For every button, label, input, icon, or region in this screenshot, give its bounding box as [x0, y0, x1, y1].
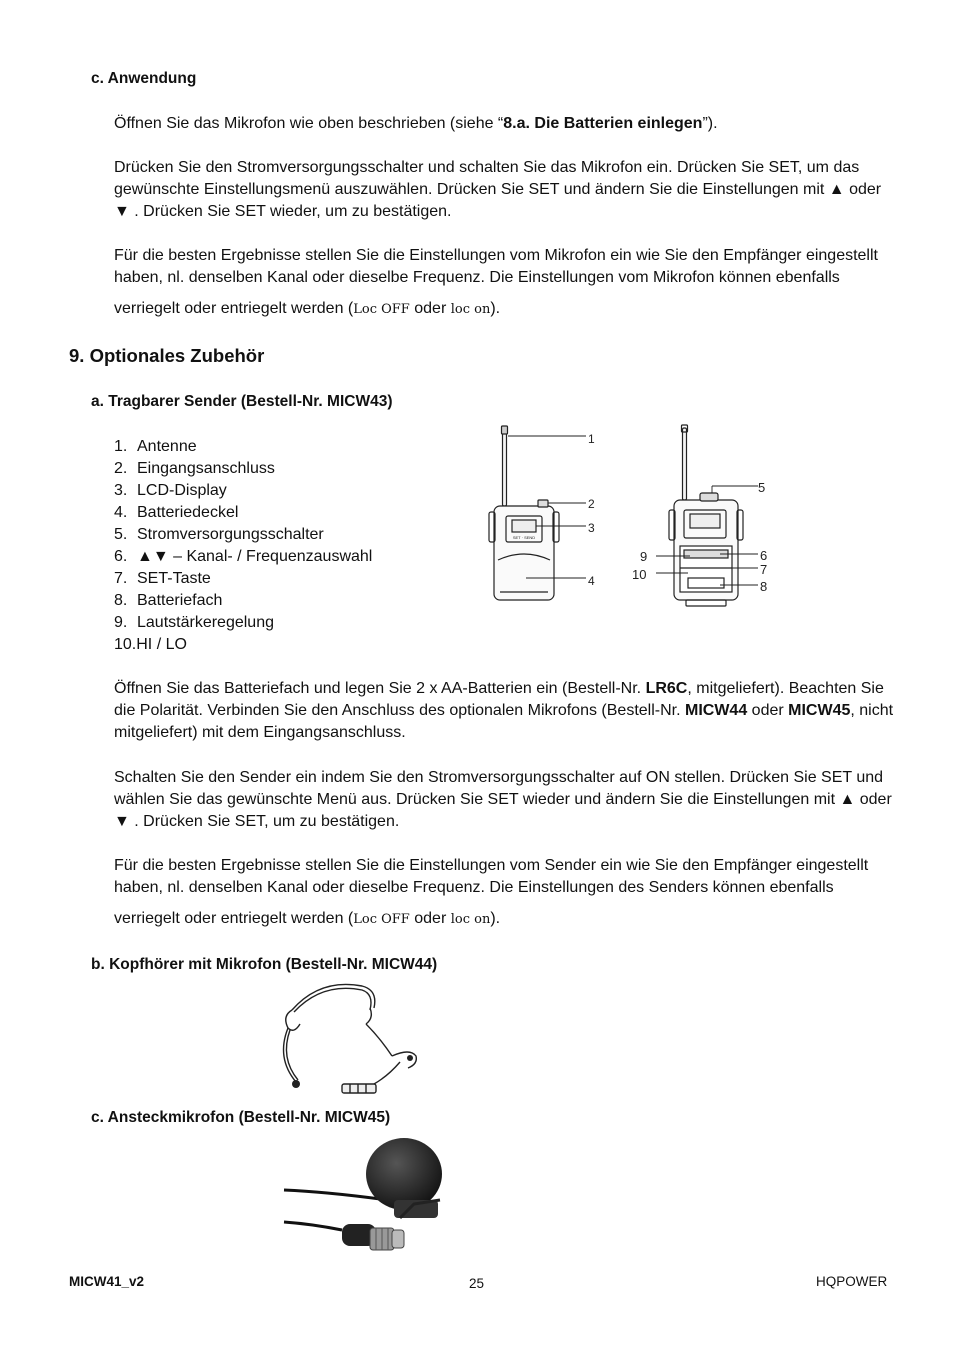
item-number: 2. — [114, 460, 128, 477]
item-number: 4. — [114, 504, 128, 521]
transmitter-open-illustration — [628, 420, 778, 610]
section-c-heading: c. Anwendung — [91, 70, 197, 87]
text: , nicht mitgeliefert) mit dem Eingangsanschluss. — [114, 702, 894, 741]
callout-5: 5 — [758, 480, 766, 495]
text: Öffnen Sie das Mikrofon wie oben beschrieben (siehe “ — [114, 115, 504, 132]
paragraph-power-on: Drücken Sie den Stromversorgungsschalter und schalten Sie das Mikrofon ein. Drücken Sie SET, um das gewünschte Einstellungsmenü auszuwählen. Drücken Sie SET und ändern Sie die Einstellungen mit ▲ oder ▼ . Drücken Sie SET wieder, um zu bestätigen. — [114, 159, 882, 220]
item-number: 7. — [114, 570, 128, 587]
item-number: 3. — [114, 482, 128, 499]
item-label: LCD-Display — [137, 482, 227, 499]
item-label: Eingangsanschluss — [137, 460, 275, 477]
transmitter-front-illustration — [486, 420, 606, 610]
item-label: ▲▼ – Kanal- / Frequenzauswahl — [137, 548, 373, 565]
callout-7: 7 — [760, 562, 768, 577]
order-number: LR6C — [645, 680, 688, 697]
list-item — [114, 590, 372, 612]
headset-microphone-illustration — [270, 978, 430, 1102]
item-label: Stromversorgungsschalter — [137, 526, 324, 543]
paragraph-settings-transmitter: Für die besten Ergebnisse stellen Sie die Einstellungen vom Sender ein wie Sie den Empfänger eingestellt haben, nl. denselben Kanal oder dieselbe Frequenz. Die Einstellungen des Senders können ebenfalls — [114, 857, 869, 896]
paragraph-battery — [114, 678, 894, 744]
order-number: MICW44 — [684, 702, 748, 719]
paragraph-settings-mic-lock — [114, 298, 500, 321]
callout-9: 9 — [640, 549, 648, 564]
list-item — [114, 458, 372, 480]
lcd-text-loc-on: loc on — [450, 912, 491, 927]
text: verriegelt oder entriegelt werden ( — [114, 910, 354, 927]
item-label: Lautstärkeregelung — [137, 614, 274, 631]
footer-page-number: 25 — [469, 1276, 485, 1291]
list-item — [114, 524, 372, 546]
lcd-text-loc-off: Loc OFF — [353, 912, 410, 927]
item-number: 9. — [114, 614, 128, 631]
item-label: HI / LO — [136, 636, 187, 653]
callout-1: 1 — [588, 432, 595, 446]
footer-model: MICW41_v2 — [69, 1274, 145, 1289]
lcd-text-loc-on: loc on — [450, 302, 491, 317]
item-label: Batteriedeckel — [137, 504, 239, 521]
section-9a-heading: a. Tragbarer Sender (Bestell-Nr. MICW43) — [91, 393, 393, 410]
list-item — [114, 568, 372, 590]
callout-6: 6 — [760, 548, 768, 563]
paragraph-settings-transmitter-lock — [114, 908, 500, 931]
section-9b-heading: b. Kopfhörer mit Mikrofon (Bestell-Nr. MICW44) — [91, 956, 438, 973]
list-item — [114, 612, 372, 634]
callout-10: 10 — [632, 567, 647, 582]
list-item — [114, 634, 372, 656]
text: oder — [409, 910, 451, 927]
parts-list — [114, 436, 372, 656]
text: ”). — [702, 115, 718, 132]
list-item — [114, 436, 372, 458]
callout-3: 3 — [588, 521, 595, 535]
text: oder — [409, 300, 451, 317]
section-9c-heading: c. Ansteckmikrofon (Bestell-Nr. MICW45) — [91, 1109, 391, 1126]
reference-bold: 8.a. Die Batterien einlegen — [503, 115, 703, 132]
lavalier-microphone-illustration — [282, 1130, 472, 1270]
text: , mitgeliefert). Beachten Sie die Polarität. Verbinden Sie den Anschluss des optionalen Mikrofons (Bestell-Nr. — [114, 680, 884, 719]
text: verriegelt oder entriegelt werden ( — [114, 300, 354, 317]
item-number: 1. — [114, 438, 128, 455]
paragraph-power-on-transmitter: Schalten Sie den Sender ein indem Sie den Stromversorgungsschalter auf ON stellen. Drücken Sie SET und wählen Sie das gewünschte Menü aus. Drücken Sie SET wieder und ändern Sie die Einstellungen mit ▲ oder ▼ . Drücken Sie SET, um zu bestätigen. — [114, 769, 892, 830]
item-number: 5. — [114, 526, 128, 543]
list-item — [114, 480, 372, 502]
item-number: 8. — [114, 592, 128, 609]
svg-text:SET · SEND: SET · SEND — [512, 535, 536, 540]
item-number: 6. — [114, 548, 128, 565]
section-9-heading: 9. Optionales Zubehör — [69, 345, 265, 366]
footer-brand: HQPOWER — [816, 1274, 888, 1289]
text: ). — [490, 910, 501, 927]
item-label: SET-Taste — [137, 570, 211, 587]
callout-2: 2 — [588, 497, 595, 511]
item-label: Batteriefach — [137, 592, 223, 609]
item-label: Antenne — [137, 438, 197, 455]
list-item — [114, 502, 372, 524]
text: oder — [747, 702, 789, 719]
list-item — [114, 546, 372, 568]
text: ). — [490, 300, 501, 317]
text: Öffnen Sie das Batteriefach und legen Sie 2 x AA-Batterien ein (Bestell-Nr. — [114, 680, 646, 697]
callout-8: 8 — [760, 579, 768, 594]
item-number: 10. — [114, 636, 137, 653]
order-number: MICW45 — [788, 702, 851, 719]
callout-4: 4 — [588, 574, 595, 588]
lcd-text-loc-off: Loc OFF — [353, 302, 410, 317]
paragraph-settings-mic: Für die besten Ergebnisse stellen Sie die Einstellungen vom Mikrofon ein wie Sie den Empfänger eingestellt haben, nl. denselben Kanal oder dieselbe Frequenz. Die Einstellungen vom Mikrofon können ebenfalls — [114, 247, 878, 286]
paragraph-open-mic — [114, 113, 894, 135]
